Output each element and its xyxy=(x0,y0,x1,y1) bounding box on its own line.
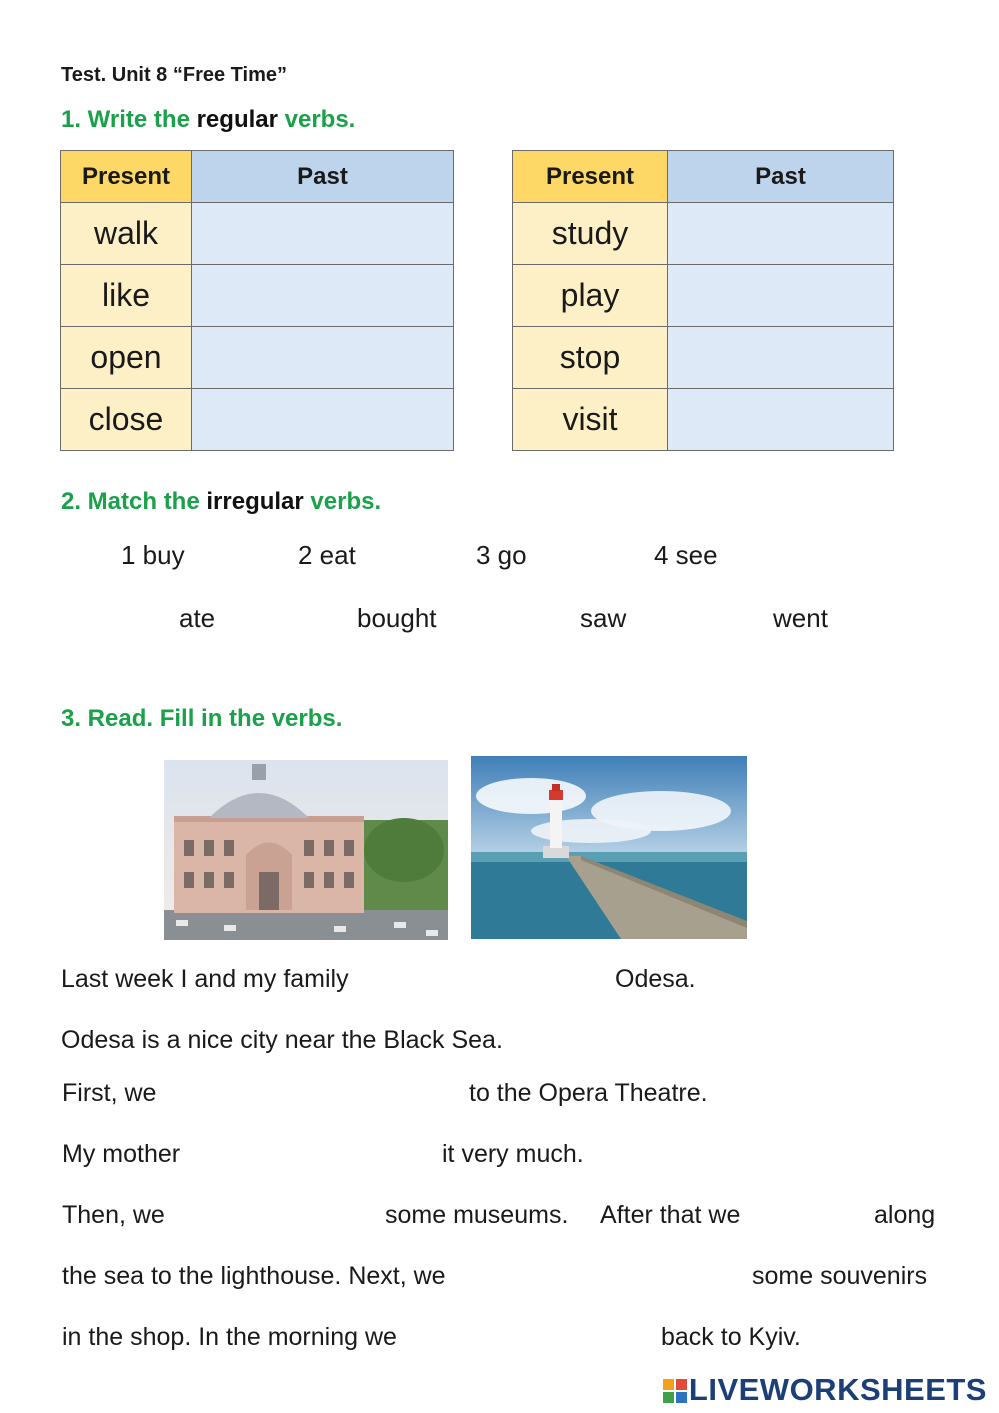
liveworksheets-logo[interactable] xyxy=(663,1372,987,1408)
match-present-item[interactable]: 4 see xyxy=(654,540,718,570)
story-line-1-end: Odesa. xyxy=(615,965,696,993)
story-line-3-start: First, we xyxy=(62,1079,157,1107)
story-line-6-start: the sea to the lighthouse. Next, we xyxy=(62,1262,446,1290)
present-verb-cell: open xyxy=(61,327,192,389)
section-2-suffix: verbs. xyxy=(310,488,382,515)
present-verb-cell: close xyxy=(61,389,192,451)
section-2-bold: irregular xyxy=(206,488,304,515)
present-verb-cell: play xyxy=(513,265,668,327)
story-line-5-mid2: After that we xyxy=(600,1201,741,1229)
story-line-1-start: Last week I and my family xyxy=(61,965,349,993)
section-1-bold: regular xyxy=(196,106,278,133)
present-verb-cell: walk xyxy=(61,203,192,265)
past-answer-cell[interactable] xyxy=(192,203,454,265)
regular-verbs-table-right xyxy=(512,150,894,451)
section-1-heading xyxy=(61,106,355,134)
match-past-item[interactable]: ate xyxy=(179,603,216,633)
past-answer-cell[interactable] xyxy=(192,327,454,389)
past-answer-cell[interactable] xyxy=(668,265,894,327)
story-line-6-end: some souvenirs xyxy=(752,1262,928,1290)
liveworksheets-logo-text: LIVEWORKSHEETS xyxy=(688,1372,987,1407)
story-line-7-start: in the shop. In the morning we xyxy=(62,1323,397,1351)
story-line-7-end: back to Kyiv. xyxy=(661,1323,801,1351)
worksheet-title: Test. Unit 8 “Free Time” xyxy=(61,64,287,86)
past-header: Past xyxy=(668,151,894,203)
story-line-5-start: Then, we xyxy=(62,1201,165,1229)
regular-verbs-table-left xyxy=(60,150,454,451)
present-header: Present xyxy=(61,151,192,203)
past-answer-cell[interactable] xyxy=(668,203,894,265)
match-past-item[interactable]: went xyxy=(773,603,828,633)
story-line-4-end: it very much. xyxy=(442,1140,584,1168)
section-1-prefix: 1. Write the xyxy=(61,106,190,133)
opera-theatre-photo xyxy=(164,760,448,940)
liveworksheets-logo-icon xyxy=(663,1379,687,1403)
past-answer-cell[interactable] xyxy=(668,327,894,389)
section-3-heading: 3. Read. Fill in the verbs. xyxy=(61,705,343,732)
story-line-3-end: to the Opera Theatre. xyxy=(469,1079,708,1107)
past-answer-cell[interactable] xyxy=(668,389,894,451)
match-past-item[interactable]: bought xyxy=(357,603,437,633)
past-answer-cell[interactable] xyxy=(192,389,454,451)
match-present-item[interactable]: 2 eat xyxy=(298,540,356,570)
story-line-2: Odesa is a nice city near the Black Sea. xyxy=(61,1026,503,1054)
story-line-4-start: My mother xyxy=(62,1140,181,1168)
past-answer-cell[interactable] xyxy=(192,265,454,327)
section-1-suffix: verbs. xyxy=(284,106,356,133)
story-line-5-mid: some museums. xyxy=(385,1201,569,1229)
lighthouse-photo xyxy=(471,756,747,939)
match-present-item[interactable]: 3 go xyxy=(476,540,527,570)
story-line-5-end: along xyxy=(874,1201,936,1229)
section-2-prefix: 2. Match the xyxy=(61,488,200,515)
match-past-item[interactable]: saw xyxy=(580,603,627,633)
present-verb-cell: like xyxy=(61,265,192,327)
present-verb-cell: study xyxy=(513,203,668,265)
present-header: Present xyxy=(513,151,668,203)
match-present-item[interactable]: 1 buy xyxy=(121,540,185,570)
section-2-heading xyxy=(61,488,381,516)
past-header: Past xyxy=(192,151,454,203)
present-verb-cell: stop xyxy=(513,327,668,389)
present-verb-cell: visit xyxy=(513,389,668,451)
